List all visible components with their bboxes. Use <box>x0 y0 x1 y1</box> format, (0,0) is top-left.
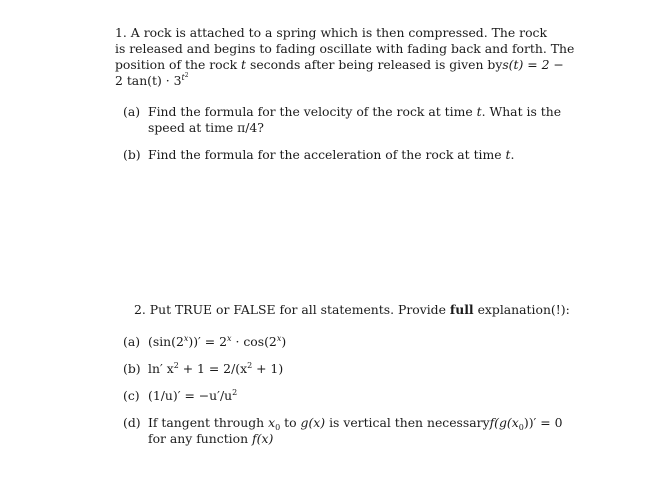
problem-1-text-3a: position of the rock <box>115 57 242 72</box>
position-formula: s(t) = 2 − <box>502 57 564 72</box>
problem-2-text-a: 2. Put TRUE or FALSE for all statements. Provide <box>134 302 450 317</box>
var-t: t <box>505 147 511 162</box>
problem-1-text-1: 1. A rock is attached to a spring which is then compressed. The rock <box>115 25 547 40</box>
sub-0: 0 <box>275 423 281 432</box>
sup-2: 2 <box>247 361 253 370</box>
problem-1-line-4 <box>115 73 189 89</box>
formula-2a-1: (sin(2 <box>148 334 184 349</box>
formula-2a-4: ) <box>281 334 287 349</box>
text-1a-1: Find the formula for the velocity of the rock at time <box>148 104 477 119</box>
label-2d: (d) <box>123 415 141 430</box>
text-2d-1a: If tangent through <box>148 415 269 430</box>
label-1b: (b) <box>123 147 141 162</box>
text-2d-1c: is vertical then necessary <box>325 415 490 430</box>
problem-2b-formula <box>148 361 283 377</box>
sup-x: x <box>183 334 189 343</box>
label-1a: (a) <box>123 104 141 119</box>
problem-1-line-1 <box>115 25 547 41</box>
problem-2-text-b: explanation(!): <box>473 302 570 317</box>
problem-1a-line-1 <box>148 104 562 120</box>
position-formula-cont: 2 tan(t) · 3 <box>115 73 182 88</box>
formula-2b-2: + 1 = 2/(x <box>178 361 248 376</box>
problem-2-intro <box>134 302 570 318</box>
formula-2d-f: f(g(x <box>489 415 519 430</box>
var-t: t <box>241 57 247 72</box>
formula-2b-3: + 1) <box>252 361 284 376</box>
sup-2: 2 <box>173 361 179 370</box>
exponent-2: 2 <box>184 72 189 79</box>
problem-1-line-2 <box>115 41 575 57</box>
text-2d-2: for any function <box>148 431 253 446</box>
problem-2c-formula <box>148 388 237 404</box>
label-2c: (c) <box>123 388 140 403</box>
sub-0: 0 <box>518 423 524 432</box>
problem-2a-formula <box>148 334 286 350</box>
formula-2d-f2: ))′ = 0 <box>523 415 563 430</box>
sup-x: x <box>227 334 232 343</box>
problem-1a-line-2 <box>148 120 264 136</box>
problem-2d <box>123 415 141 431</box>
problem-2b <box>123 361 141 377</box>
problem-2d-line-1 <box>148 415 563 432</box>
text-2d-1b: to <box>280 415 301 430</box>
sup-x: x <box>276 334 282 343</box>
exponent-t: t <box>181 73 185 82</box>
problem-1a <box>123 104 140 120</box>
text-1b: Find the formula for the acceleration of the rock at time <box>148 147 506 162</box>
text-1a-1b: . What is the <box>481 104 562 119</box>
sup-2: 2 <box>232 388 238 397</box>
text-1b-end: . <box>510 147 515 162</box>
problem-2-bold: full <box>449 302 474 317</box>
var-x0: x <box>268 415 276 430</box>
formula-2b-1: ln′ x <box>148 361 174 376</box>
problem-2a <box>123 334 140 350</box>
label-2b: (b) <box>123 361 141 376</box>
label-2a: (a) <box>123 334 141 349</box>
problem-2d-line-2 <box>148 431 273 447</box>
formula-2a-2: ))′ = 2 <box>188 334 227 349</box>
problem-1-text-2: is released and begins to fading oscillate with fading back and forth. The <box>115 41 575 56</box>
formula-2c: (1/u)′ = −u′/u <box>148 388 233 403</box>
var-gx: g(x) <box>300 415 326 430</box>
var-t: t <box>476 104 482 119</box>
text-1a-2: speed at time π/4? <box>148 120 264 135</box>
var-fx: f(x) <box>252 431 274 446</box>
problem-2c <box>123 388 140 404</box>
problem-1-line-3 <box>115 57 564 73</box>
problem-1b <box>123 147 141 163</box>
problem-1-text-3b: seconds after being released is given by <box>246 57 503 72</box>
formula-2a-3: · cos(2 <box>231 334 277 349</box>
problem-1b-line-1 <box>148 147 514 163</box>
